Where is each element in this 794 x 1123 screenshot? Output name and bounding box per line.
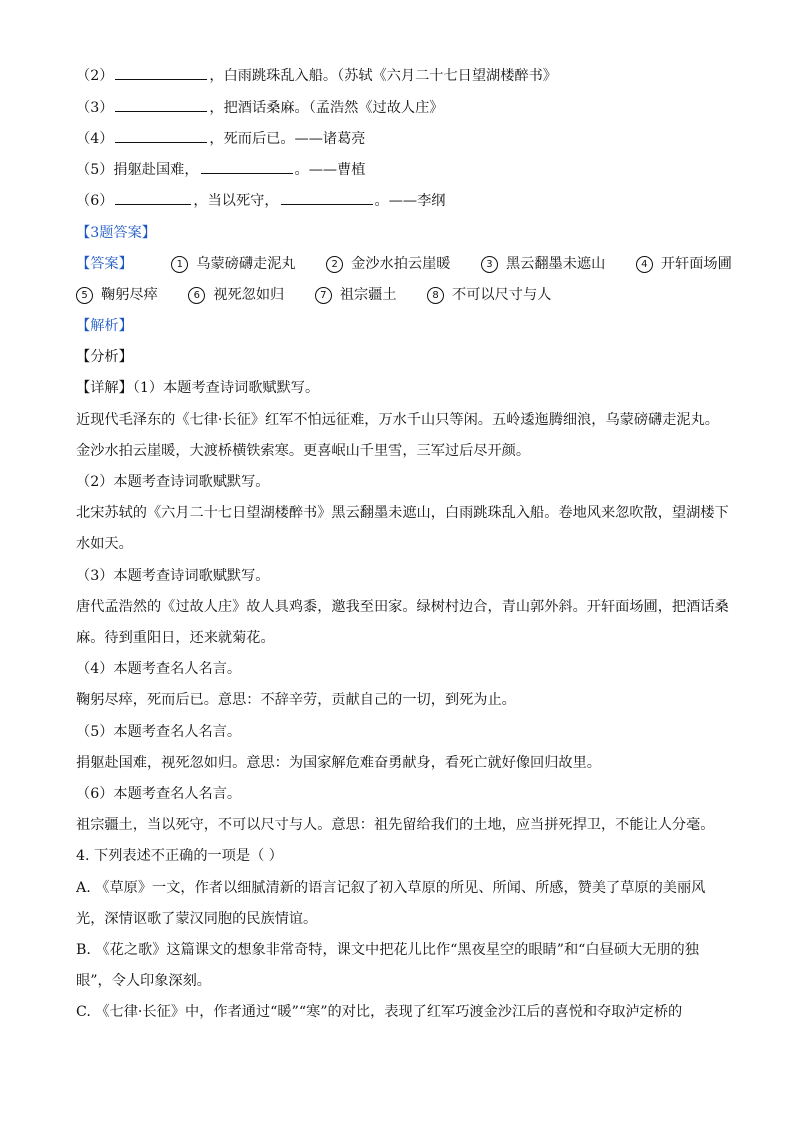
q4-stem: 4. 下列表述不正确的一项是（ ） <box>76 848 283 864</box>
circled-number: 8 <box>427 287 444 304</box>
detail-line-12: （5）本题考查名人名言。 <box>76 724 242 740</box>
item-number: （2） <box>76 68 114 84</box>
answer-item <box>315 285 397 305</box>
detail-line-11: 鞠躬尽瘁，死而后已。意思：不辞辛劳，贡献自己的一切，到死为止。 <box>76 692 516 708</box>
answer-item <box>326 254 450 274</box>
line-prefix: 捐躯赴国难， <box>113 162 199 178</box>
detail-line-10: （4）本题考查名人名言。 <box>76 661 242 677</box>
fill-line-3 <box>76 98 444 118</box>
circled-number: 3 <box>481 256 498 273</box>
detail-line-5: 北宋苏轼的《六月二十七日望湖楼醉书》黑云翻墨未遮山，白雨跳珠乱入船。卷地风来忽吹散，望湖楼下 <box>76 505 729 521</box>
answer-row-2 <box>76 285 551 305</box>
detail-line-1 <box>76 378 319 398</box>
answer-text: 视死忽如归 <box>213 287 285 303</box>
answer-item <box>636 254 732 274</box>
answer-text: 黑云翻墨未遮山 <box>505 256 606 272</box>
line-middle: ，当以死守， <box>193 193 279 209</box>
circled-number: 7 <box>315 287 332 304</box>
answer-blank <box>115 191 191 205</box>
q4-option-a-line-2: 光，深情讴歌了蒙汉同胞的民族情谊。 <box>76 911 318 927</box>
detail-tag: 【详解】 <box>76 380 133 396</box>
answer-text: 祖宗疆土 <box>339 287 397 303</box>
answer-blank <box>281 191 373 205</box>
line-text: ，把酒话桑麻。（孟浩然《过故人庄》 <box>209 100 444 116</box>
answer-item <box>171 254 295 274</box>
answer-blank <box>115 66 207 80</box>
line-text: 。——李纲 <box>374 193 446 209</box>
circled-number: 2 <box>326 256 343 273</box>
answer-item <box>481 254 605 274</box>
answer-text: 金沙水拍云崖暖 <box>351 256 451 272</box>
fenxi-heading: 【分析】 <box>76 349 133 365</box>
fill-line-6 <box>76 191 446 211</box>
detail-line-13: 捐躯赴国难，视死忽如归。意思：为国家解危难奋勇献身，看死亡就好像回归故里。 <box>76 755 601 771</box>
detail-line-15: 祖宗疆土，当以死守，不可以尺寸与人。意思：祖先留给我们的土地，应当拼死捍卫，不能让人分毫。 <box>76 817 715 833</box>
answer-item <box>76 285 158 305</box>
item-number: （3） <box>76 100 114 116</box>
analysis-heading: 【解析】 <box>76 318 133 334</box>
answer-text: 乌蒙磅礴走泥丸 <box>196 256 296 272</box>
fill-line-4 <box>76 129 365 149</box>
circled-number: 5 <box>76 287 93 304</box>
line-text: 。——曹植 <box>294 162 366 178</box>
answer-blank <box>115 98 207 112</box>
answer-item <box>188 285 284 305</box>
q4-option-b-line-2: 眼”，令人印象深刻。 <box>76 973 211 989</box>
line-text: ，白雨跳珠乱入船。（苏轼《六月二十七日望湖楼醉书》 <box>209 68 557 84</box>
answer-row-1 <box>76 254 732 274</box>
item-number: （4） <box>76 131 114 147</box>
answer-text: 不可以尺寸与人 <box>452 287 552 303</box>
detail-line-4: （2）本题考查诗词歌赋默写。 <box>76 474 270 490</box>
detail-line-6: 水如天。 <box>76 536 133 552</box>
circled-number: 6 <box>188 287 205 304</box>
detail-line-8: 唐代孟浩然的《过故人庄》故人具鸡黍，邀我至田家。绿树村边合，青山郭外斜。开轩面场圃，把酒话桑 <box>76 599 729 615</box>
fill-line-2 <box>76 66 557 86</box>
item-number: （6） <box>76 193 114 209</box>
detail-line-14: （6）本题考查名人名言。 <box>76 786 242 802</box>
answer-blank <box>201 160 293 174</box>
line-text: ，死而后已。——诸葛亮 <box>209 131 366 147</box>
q4-option-b-line-1: B. 《花之歌》这篇课文的想象非常奇特，课文中把花儿比作“黑夜星空的眼睛”和“白昼硕大无朋的独 <box>76 942 699 958</box>
answer-text: 鞠躬尽瘁 <box>101 287 158 303</box>
q3-answer-heading: 【3题答案】 <box>76 225 156 241</box>
answer-blank <box>115 129 207 143</box>
q4-option-c-line-1: C. 《七律·长征》中，作者通过“暖”“寒”的对比，表现了红军巧渡金沙江后的喜悦和夺取泸定桥的 <box>76 1004 683 1020</box>
circled-number: 1 <box>171 256 188 273</box>
answer-item <box>427 285 551 305</box>
fill-line-5 <box>76 160 366 180</box>
item-number: （5） <box>76 162 114 178</box>
detail-text: （1）本题考查诗词歌赋默写。 <box>132 380 320 396</box>
detail-line-3: 金沙水拍云崖暖，大渡桥横铁索寒。更喜岷山千里雪，三军过后尽开颜。 <box>76 443 531 459</box>
answer-text: 开轩面场圃 <box>660 256 732 272</box>
detail-line-7: （3）本题考查诗词歌赋默写。 <box>76 568 270 584</box>
detail-line-2: 近现代毛泽东的《七律·长征》红军不怕远征难，万水千山只等闲。五岭逶迤腾细浪，乌蒙磅礴走泥丸。 <box>76 412 719 428</box>
q4-option-a-line-1: A. 《草原》一文，作者以细腻清新的语言记叙了初入草原的所见、所闻、所感，赞美了草原的美丽风 <box>76 880 706 896</box>
answer-tag: 【答案】 <box>76 256 133 272</box>
detail-line-9: 麻。待到重阳日，还来就菊花。 <box>76 630 275 646</box>
circled-number: 4 <box>636 256 653 273</box>
